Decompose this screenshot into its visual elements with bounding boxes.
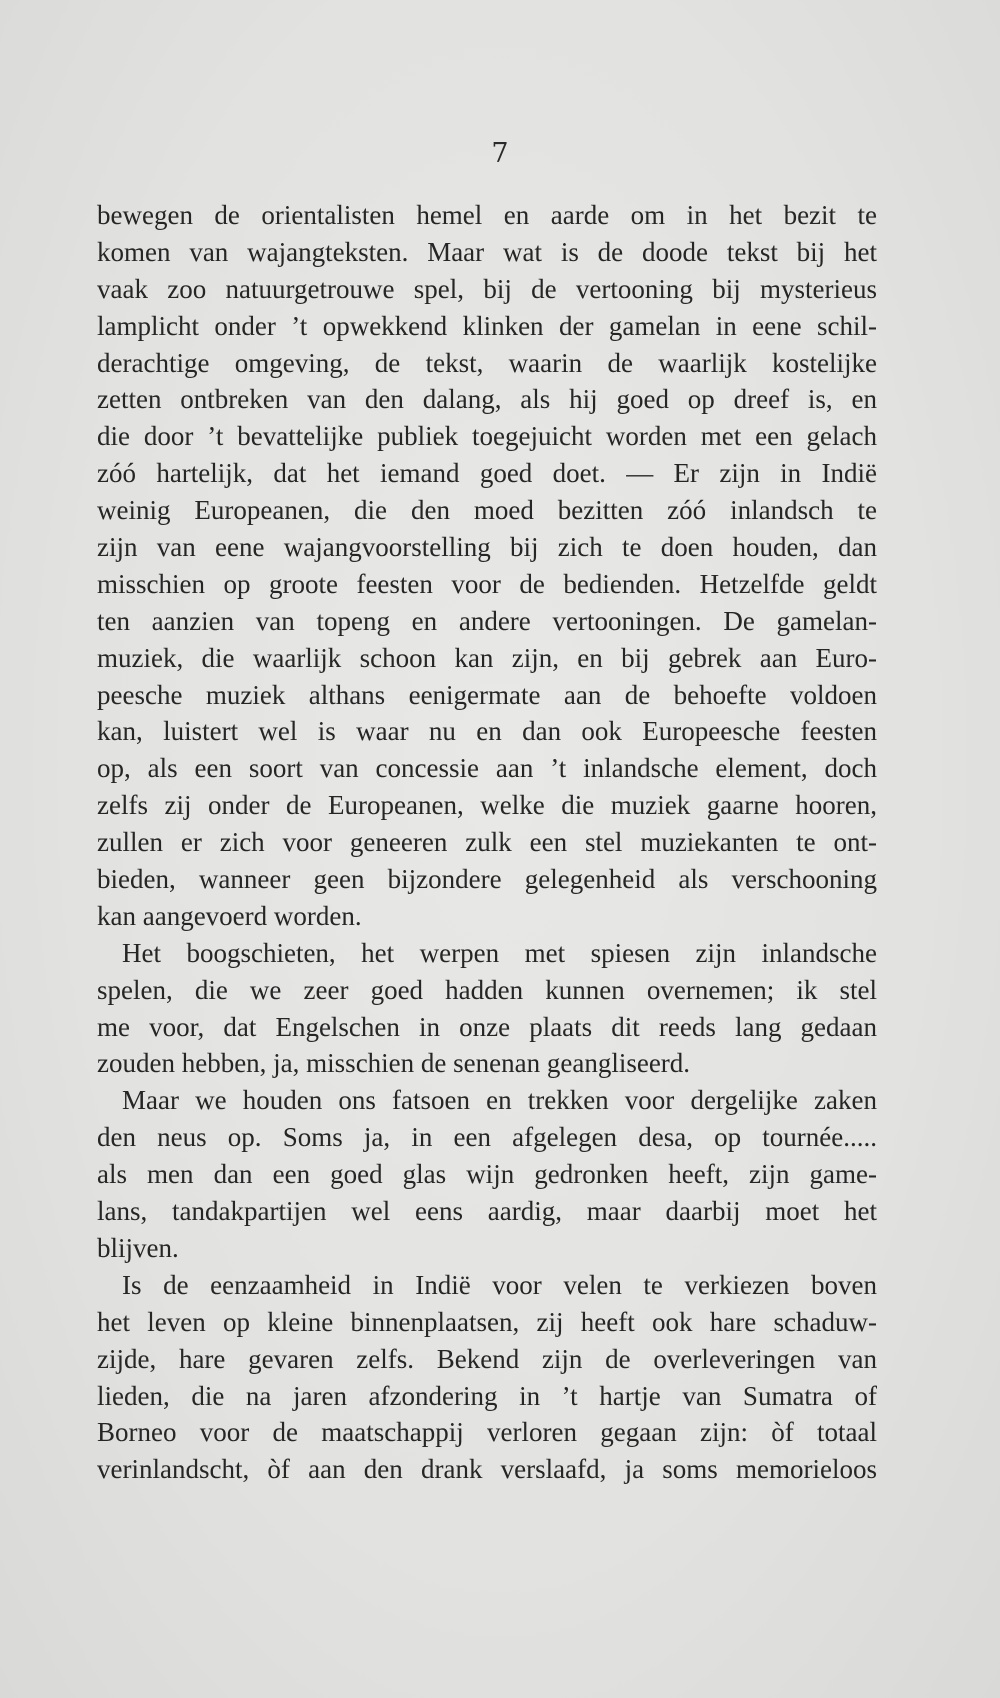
- text-line: derachtige omgeving, de tekst, waarin de waarlijk kostelijke: [97, 347, 877, 378]
- text-line: lamplicht onder ’t opwekkend klinken der gamelan in eene schil-: [97, 310, 877, 341]
- text-line: op, als een soort van concessie aan ’t inlandsche element, doch: [97, 753, 877, 784]
- text-line: peesche muziek althans eenigermate aan de behoefte voldoen: [97, 679, 877, 710]
- text-line: zullen er zich voor geneeren zulk een stel muziekanten te ont-: [97, 827, 877, 858]
- text-line: kan aangevoerd worden.: [97, 900, 362, 931]
- text-line: me voor, dat Engelschen in onze plaats dit reeds lang gedaan: [97, 1011, 877, 1042]
- text-line: zetten ontbreken van den dalang, als hij goed op dreef is, en: [97, 384, 877, 415]
- text-line: lieden, die na jaren afzondering in ’t hartje van Sumatra of: [97, 1380, 877, 1411]
- page-number: 7: [491, 138, 509, 169]
- text-line: kan, luistert wel is waar nu en dan ook Europeesche feesten: [97, 716, 877, 747]
- text-line: weinig Europeanen, die den moed bezitten zóó inlandsch te: [97, 495, 877, 526]
- text-line: Is de eenzaamheid in Indië voor velen te verkiezen boven: [122, 1269, 877, 1300]
- text-line: als men dan een goed glas wijn gedronken heeft, zijn game-: [97, 1159, 877, 1190]
- text-line: misschien op groote feesten voor de bedienden. Hetzelfde geldt: [97, 568, 877, 599]
- text-line: het leven op kleine binnenplaatsen, zij heeft ook hare schaduw-: [97, 1306, 877, 1337]
- text-line: bieden, wanneer geen bijzondere gelegenheid als verschooning: [97, 864, 877, 895]
- text-line: bewegen de orientalisten hemel en aarde om in het bezit te: [97, 200, 877, 230]
- text-line: Borneo voor de maatschappij verloren gegaan zijn: òf totaal: [97, 1417, 877, 1448]
- text-line: zóó hartelijk, dat het iemand goed doet. — Er zijn in Indië: [97, 458, 877, 489]
- text-line: Het boogschieten, het werpen met spiesen zijn inlandsche: [122, 937, 877, 968]
- text-line: spelen, die we zeer goed hadden kunnen overnemen; ik stel: [97, 974, 877, 1005]
- text-line: muziek, die waarlijk schoon kan zijn, en bij gebrek aan Euro-: [97, 642, 877, 673]
- text-line: zouden hebben, ja, misschien de senenan geangliseerd.: [97, 1048, 691, 1079]
- text-line: zijde, hare gevaren zelfs. Bekend zijn de overleveringen van: [97, 1343, 877, 1374]
- text-line: Maar we houden ons fatsoen en trekken voor dergelijke zaken: [122, 1085, 877, 1116]
- text-line: vaak zoo natuurgetrouwe spel, bij de vertooning bij mysterieus: [97, 273, 877, 304]
- text-line: zijn van eene wajangvoorstelling bij zich te doen houden, dan: [97, 532, 877, 563]
- body-text: [97, 197, 877, 1488]
- text-line: komen van wajangteksten. Maar wat is de doode tekst bij het: [97, 236, 877, 267]
- text-line: den neus op. Soms ja, in een afgelegen desa, op tournée.....: [97, 1122, 877, 1153]
- text-line: lans, tandakpartijen wel eens aardig, maar daarbij moet het: [97, 1196, 877, 1227]
- text-line: zelfs zij onder de Europeanen, welke die muziek gaarne hooren,: [97, 790, 877, 821]
- text-line: ten aanzien van topeng en andere vertooningen. De gamelan-: [97, 605, 877, 636]
- text-line: verinlandscht, òf aan den drank verslaafd, ja soms memorieloos: [97, 1454, 877, 1485]
- text-line: blijven.: [97, 1232, 179, 1263]
- text-line: die door ’t bevattelijke publiek toegejuicht worden met een gelach: [97, 421, 877, 452]
